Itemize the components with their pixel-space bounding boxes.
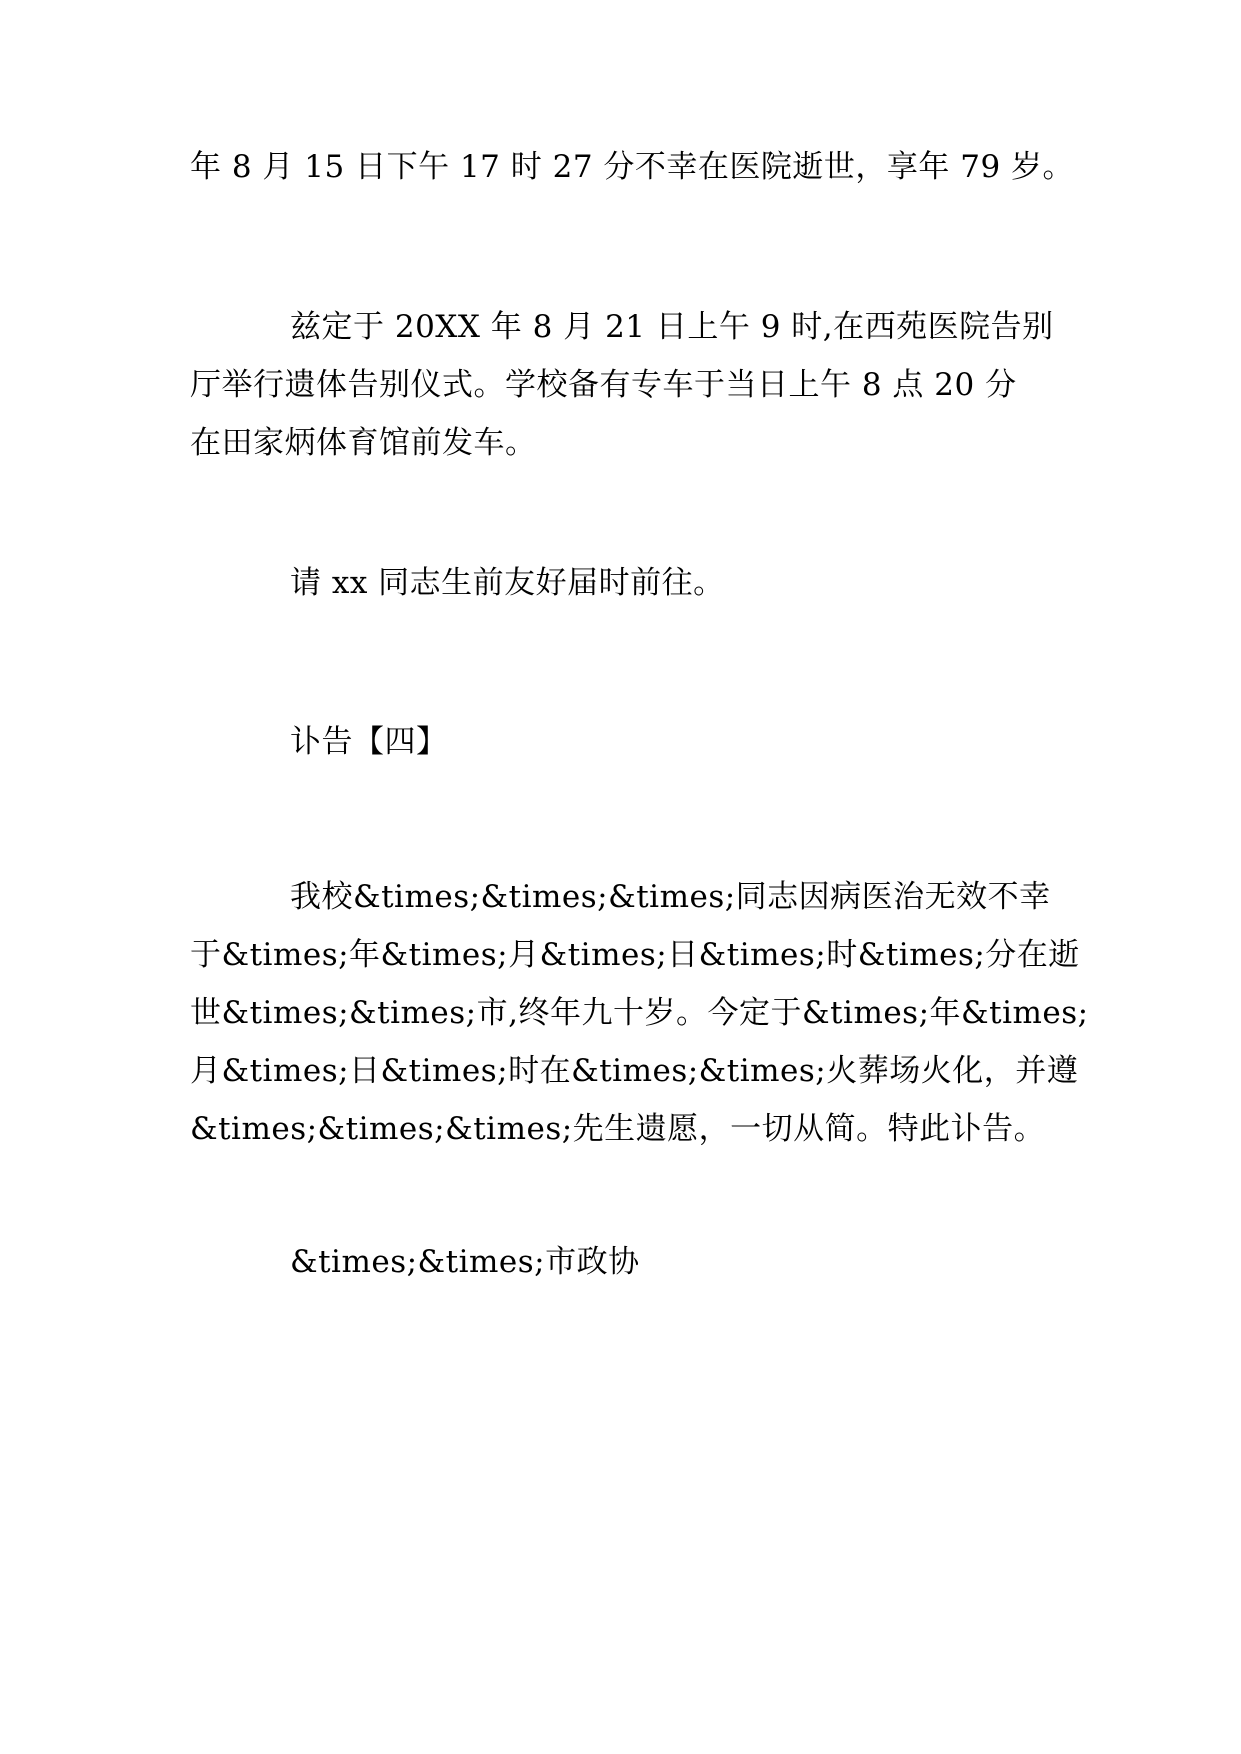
section-heading — [190, 713, 1060, 771]
paragraph-4 — [190, 868, 1089, 1158]
paragraph-1-line-1: 年 8 月 15 日下午 17 时 27 分不幸在医院逝世，享年 79 岁。 — [190, 149, 1075, 185]
signature — [190, 1233, 1060, 1291]
paragraph-4-line-5: &times;&times;&times;先生遗愿，一切从简。特此讣告。 — [190, 1111, 1046, 1147]
paragraph-1 — [190, 138, 1075, 196]
paragraph-2 — [190, 298, 1060, 472]
paragraph-4-line-1: 我校&times;&times;&times;同志因病医治无效不幸 — [290, 879, 1051, 915]
paragraph-3-line-1: 请 xx 同志生前友好届时前往。 — [290, 565, 725, 601]
paragraph-4-line-4: 月&times;日&times;时在&times;&times;火葬场火化，并遵 — [190, 1053, 1079, 1089]
paragraph-2-line-2: 厅举行遗体告别仪式。学校备有专车于当日上午 8 点 20 分 — [190, 367, 1017, 403]
paragraph-3 — [190, 554, 1060, 612]
signature-text: &times;&times;市政协 — [290, 1244, 640, 1280]
paragraph-4-line-3: 世&times;&times;市,终年九十岁。今定于&times;年&times; — [190, 995, 1089, 1031]
heading-text: 讣告【四】 — [290, 724, 448, 760]
paragraph-2-line-1: 兹定于 20XX 年 8 月 21 日上午 9 时,在西苑医院告别 — [290, 309, 1054, 345]
paragraph-2-line-3: 在田家炳体育馆前发车。 — [190, 425, 537, 461]
paragraph-4-line-2: 于&times;年&times;月&times;日&times;时&times;分在逝 — [190, 937, 1080, 973]
